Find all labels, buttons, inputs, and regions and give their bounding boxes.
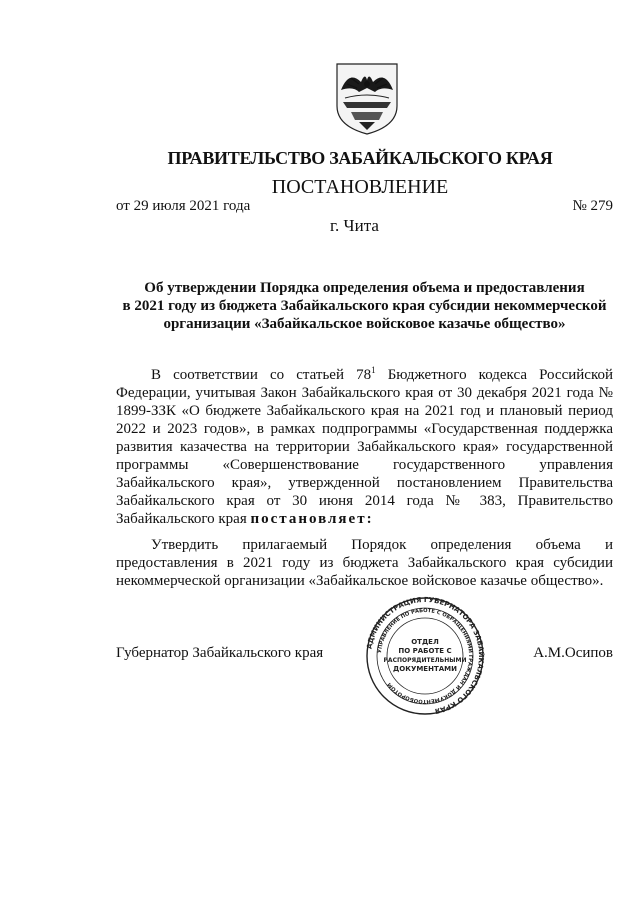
- signatory-position: Губернатор Забайкальского края: [116, 645, 324, 661]
- document-title: [116, 279, 613, 333]
- superscript: 1: [371, 365, 376, 375]
- signatory-name: А.М.Осипов: [533, 645, 613, 661]
- title-line: в 2021 году из бюджета Забайкальского края субсидии некоммерческой: [122, 298, 607, 314]
- title-line: организации «Забайкальское войсковое казачье общество»: [163, 316, 566, 332]
- stamp-middle-text: УПРАВЛЕНИЕ ПО РАБОТЕ С ОБРАЩЕНИЯМИ ГРАЖДАН И ДОКУМЕНТООБОРОТОМ: [377, 607, 474, 705]
- stamp-center-line: ПО РАБОТЕ С: [398, 647, 452, 655]
- document-city: г. Чита: [330, 216, 379, 235]
- body-paragraph: [116, 366, 613, 528]
- document-number: № 279: [572, 198, 613, 214]
- paragraph-text: В соответствии со статьей 78: [151, 367, 372, 383]
- stamp-center-line: ДОКУМЕНТАМИ: [393, 665, 457, 673]
- organization-name: ПРАВИТЕЛЬСТВО ЗАБАЙКАЛЬСКОГО КРАЯ: [167, 148, 553, 168]
- title-line: Об утверждении Порядка определения объема и предоставления: [144, 280, 585, 296]
- coat-of-arms-icon: [329, 58, 405, 136]
- stamp-outer-text: АДМИНИСТРАЦИЯ ГУБЕРНАТОРА ЗАБАЙКАЛЬСКОГО КРАЯ: [365, 596, 485, 716]
- stamp-center-line: РАСПОРЯДИТЕЛЬНЫМИ: [383, 657, 467, 664]
- document-type: ПОСТАНОВЛЕНИЕ: [271, 176, 449, 198]
- paragraph-text: Бюджетного кодекса Российской Федерации, учитывая Закон Забайкальского края от 30 декабря 2021 года № 1899-ЗЗК «О бюджете Забайкальского края на 2021 год и плановый период 2022 и 2023 годов», в рамках подпрограммы «Государственная поддержка развития казачества на территории Забайкальского края» государственной программы «Совершенствование государственного управления Забайкальского края», утвержденной постановлением Правительства Забайкальского края от 30 июня 2014 года № 383, Правительство Забайкальского края: [116, 367, 614, 527]
- resolution-verb: постановляет:: [250, 511, 374, 527]
- document-date: от 29 июля 2021 года: [116, 198, 251, 214]
- stamp-center-line: ОТДЕЛ: [411, 638, 439, 646]
- official-stamp: [365, 596, 485, 716]
- body-paragraph: Утвердить прилагаемый Порядок определения объема и предоставления в 2021 году из бюджета Забайкальского края субсидии некоммерческой организации «Забайкальское войсковое казачье общество».: [116, 537, 613, 589]
